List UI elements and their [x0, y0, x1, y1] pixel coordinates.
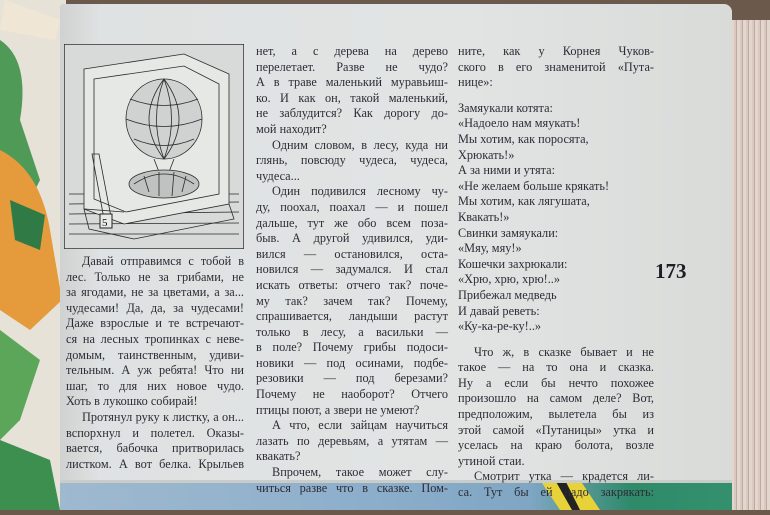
text-line: утиной стаи. — [458, 453, 525, 468]
text-line: ского в его знаменитой «Пута- — [458, 59, 654, 74]
text-line: А что, если зайцам научиться — [272, 418, 448, 433]
text-line: резовики — под березами? — [256, 371, 448, 386]
previous-page-edge — [0, 0, 66, 510]
text-line: Что ж, в сказке бывает и не — [474, 344, 654, 359]
page-number: 173 — [655, 259, 687, 283]
text-line: спрашивается, ландыши растут — [256, 309, 448, 324]
text-line: Кошечки захрюкали: — [458, 256, 568, 271]
text-line: ду, поохал, поахал — и пошел — [256, 199, 448, 214]
text-line: не заблудится? Как дорогу до- — [256, 106, 448, 121]
text-line: вспорхнул и полетел. Оказы- — [66, 425, 244, 440]
text-line: квакать? — [256, 449, 301, 464]
text-line: произошло на самом деле? Вот, — [458, 391, 654, 406]
text-line: Один подивился лесному чу- — [272, 184, 448, 199]
text-line: Замяукали котята: — [458, 100, 553, 115]
text-line: «Хрю, хрю, хрю!..» — [458, 272, 561, 287]
text-line: новился — задумался. И стал — [256, 262, 448, 277]
text-line: Даже взрослые и те встречают- — [66, 316, 244, 331]
text-line: чудесами! Да, да, за чудесами! — [66, 300, 244, 315]
text-line: в поле? Почему грибы подоси- — [256, 340, 448, 355]
text-line: Протянул руку к листку, а он... — [82, 409, 244, 424]
text-line: уселась на краю болота, возле — [458, 438, 654, 453]
text-line: Одним словом, в лесу, куда ни — [272, 137, 448, 152]
text-line: этой самой «Путаницы» утка и — [458, 422, 654, 437]
text-line: за ягодами, не за цветами, а за... — [66, 285, 244, 300]
text-column-2 — [256, 44, 448, 496]
text-line: са. Тут бы ей надо закрякать: — [458, 485, 654, 500]
text-line: лес. Только не за грибами, не — [66, 269, 244, 284]
text-line: только в лесу, а васильки — — [256, 324, 448, 339]
text-line: Давай отправимся с тобой в — [82, 254, 244, 268]
text-line: Ну а если бы нечто похожее — [458, 375, 654, 390]
text-line: вился — остановился, оста- — [256, 246, 448, 261]
text-line: домым, таинственным, удиви- — [66, 347, 244, 362]
book-globe-illustration — [64, 44, 244, 249]
text-line: нет, а с дерева на дерево — [256, 44, 448, 58]
text-line: Мы хотим, как лягушата, — [458, 194, 590, 209]
text-line: Почему не наоборот? Отчего — [256, 387, 448, 402]
text-line: мой находит? — [256, 121, 327, 136]
text-line: быв. А другой удивился, уди- — [256, 231, 448, 246]
text-line: Свинки замяукали: — [458, 225, 559, 240]
text-line: перелетает. Разве не чудо? — [256, 59, 448, 74]
text-line: такое — на то она и сказка. — [458, 360, 654, 375]
text-line: глянь, повсюду чудеса, чудеса, — [256, 153, 448, 168]
text-line: Хрюкать!» — [458, 147, 515, 162]
text-line: листком. А вот белка. Крыльев — [66, 456, 244, 471]
text-line: Квакать!» — [458, 209, 510, 224]
text-line: нице»: — [458, 75, 493, 90]
text-line: шаг, то для них новое чудо. — [66, 378, 244, 393]
text-line: новики — под осинами, подбе- — [256, 355, 448, 370]
text-line: вается, бабочка притворилась — [66, 441, 244, 456]
text-line: лазать по деревьям, а утятам — — [256, 433, 448, 448]
text-line: му так? зачем так? Почему, — [256, 293, 448, 308]
text-line: читься разве что в сказке. Пом- — [256, 480, 448, 495]
text-line: Прибежал медведь — [458, 287, 557, 302]
text-line: птицы поют, а звери не умеют? — [256, 402, 420, 417]
paragraph-gap — [458, 335, 654, 345]
text-line: тельным. А уж ребята! Что ни — [66, 363, 244, 378]
paragraph-gap — [458, 91, 654, 101]
text-line: А за ними и утята: — [458, 163, 556, 178]
text-line: «Надоело нам мяукать! — [458, 116, 581, 131]
text-line: «Ку-ка-ре-ку!..» — [458, 319, 542, 334]
text-line: А в траве маленький муравьиш- — [256, 75, 448, 90]
text-line: Мы хотим, как поросята, — [458, 131, 589, 146]
text-line: Хоть в лукошко собирай! — [66, 394, 198, 409]
text-line: Смотрит утка — крадется ли- — [474, 469, 654, 484]
text-line: чудеса... — [256, 168, 300, 183]
illustration-label: 5 — [102, 217, 108, 229]
text-line: И давай реветь: — [458, 303, 540, 318]
text-line: Впрочем, такое может слу- — [272, 465, 448, 480]
text-line: «Мяу, мяу!» — [458, 241, 522, 256]
text-line: дальше, тут же обо всем поза- — [256, 215, 448, 230]
text-line: предположим, вылетела бы из — [458, 407, 654, 422]
previous-page-illustration — [0, 0, 66, 510]
text-column-3 — [458, 44, 654, 501]
text-column-1 — [66, 254, 244, 472]
text-line: «Не желаем больше крякать! — [458, 178, 610, 193]
text-line: искать ответы: отчего так? поче- — [256, 277, 448, 292]
text-line: ните, как у Корнея Чуков- — [458, 44, 654, 58]
text-line: ко. И как он, такой маленький, — [256, 90, 448, 105]
text-line: ся на лесных тропинках с неве- — [66, 331, 244, 346]
